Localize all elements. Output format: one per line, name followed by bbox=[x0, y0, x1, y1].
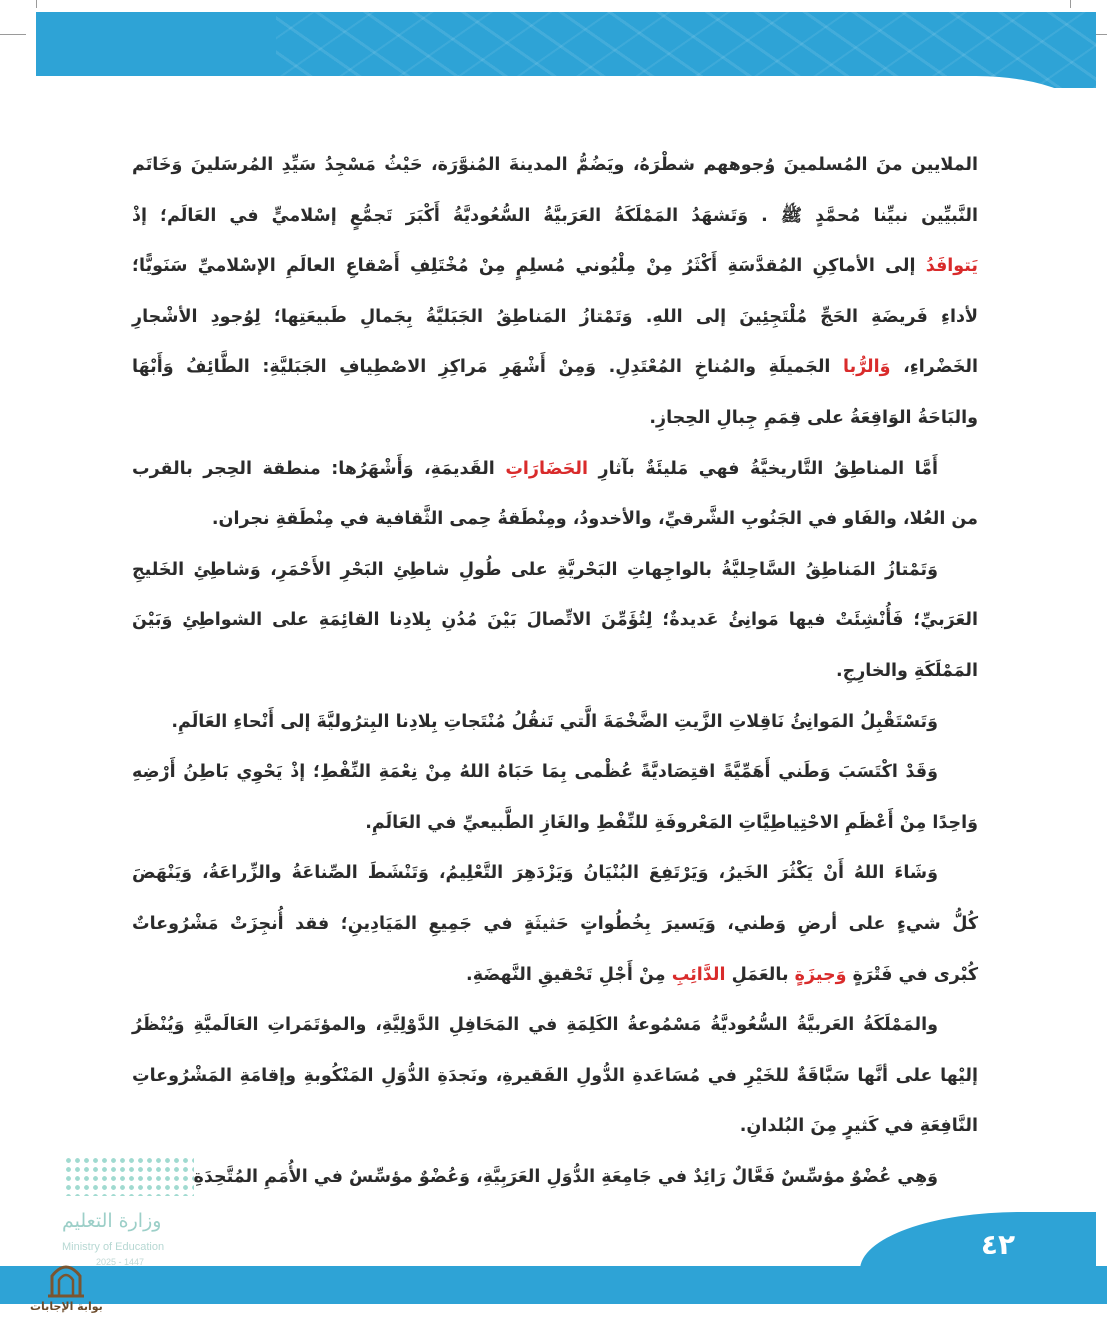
text-line: العَرَبيِّ؛ فَأُنْشِئَتْ فيها مَوانِئُ عَديدةٌ؛ لِتُؤَمِّنَ الاتِّصالَ بَيْنَ مُدُنِ بِلادِنا القائِمَةِ على الشواطِئِ وَبَيْنَ bbox=[132, 610, 978, 631]
text-line: وَقَدْ اكْتَسَبَ وَطَني أَهَمِّيَّةً اقتِصَاديَّةً عُظْمى بِمَا حَبَاهُ اللهُ مِنْ نِعْمَةِ النِّفْطِ؛ إذْ يَحْوِي بَاطِنُ أَرْضِهِ bbox=[132, 762, 938, 783]
highlighted-word: الحَضَارَاتِ bbox=[505, 458, 588, 479]
text-line: وَشَاءَ اللهُ أَنْ يَكْثُرَ الخَيرُ، وَيَرْتَفِعَ البُنْيَانُ وَيَزْدَهِرَ التَّعْلِيمُ، وَتَنْشَطَ الصِّناعَةُ والزِّراعَةُ، وَيَنْهَضَ bbox=[132, 863, 938, 884]
text-line: أَمَّا المناطِقُ التَّاريخيَّةُ فهي مَليئَةٌ بآثارِ الحَضَارَاتِ القَديمَةِ، وَأَشْهَرُها: منطقة الحِجر بالقرب bbox=[132, 458, 938, 479]
highlighted-word: الدَّائِبِ bbox=[671, 964, 726, 985]
text-line: كُبْرى في فَتْرَةٍ وَجيزَةٍ بالعَمَلِ الدَّائِبِ مِنْ أَجْلِ تَحْقيقِ النَّهضَةِ. bbox=[466, 964, 978, 985]
text-line: النَّبيِّين نبيِّنا مُحمَّدٍ ﷺ . وَتَشهَدُ المَمْلَكَةُ العَرَبيَّةُ السُّعُوديَّةُ أَكْبَرَ تَجمُّعٍ إسْلاميٍّ في العَالَم؛ إذْ bbox=[132, 205, 978, 226]
ministry-name-ar: وزارة التعليم bbox=[62, 1210, 162, 1232]
text-line: إليْها على أنَّها سَبَّاقَةٌ للخَيْرِ في مُسَاعَدةِ الدُّولِ الفَقيرةِ، ونَجدَةِ الدُّوَلِ المَنْكُوبةِ وإقامَةِ المَشْرُوعاتِ bbox=[132, 1065, 978, 1086]
footer-band bbox=[0, 1266, 1107, 1304]
ministry-year: 2025 - 1447 bbox=[96, 1257, 145, 1267]
crop-mark bbox=[1070, 0, 1071, 8]
text-line: وَاحِدًا مِنْ أَعْظَمِ الاحْتِياطِيَّاتِ المَعْروفَةِ للنِّفْطِ والغَازِ الطَّبيعيِّ في العَالَمِ. bbox=[365, 812, 978, 833]
text-line: المَمْلَكَةِ والخارِجِ. bbox=[835, 660, 978, 681]
highlighted-word: وَجيزَةٍ bbox=[794, 964, 847, 985]
highlighted-word: وَالرُّبا bbox=[843, 357, 891, 378]
text-line: كُلُّ شيءٍ على أرضِ وَطني، وَيَسيرَ بِخُطُواتٍ حَثيثَةٍ في جَمِيعِ المَيَادِينِ؛ فقد أُنجِزَتْ مَشْرُوعاتٌ bbox=[132, 913, 978, 934]
highlighted-word: يَتوافَدُ bbox=[925, 256, 978, 277]
crop-mark bbox=[0, 34, 26, 35]
text-line: وَتَمْتازُ المَناطِقُ السَّاحِليَّةُ بالواجِهاتِ البَحْريَّةِ على طُولِ شاطِئِ البَحْرِ الأَحْمَرِ، وَشاطِئِ الخَليجِ bbox=[132, 559, 938, 580]
banner-curve bbox=[36, 76, 1096, 136]
portal-logo-icon bbox=[46, 1258, 86, 1298]
ministry-logo-dots bbox=[64, 1156, 194, 1196]
text-line: من العُلا، والفَاو في الجَنُوبِ الشَّرقيِّ، والأخدودُ، ومِنْطَقةُ حِمى الثَّقافية في مِنْطَقةِ نجران. bbox=[211, 509, 978, 530]
text-line: الملايين منَ المُسلمينَ وُجوههم شطْرَهُ، ويَضُمُّ المدينةَ المُنوَّرَة، حَيْثُ مَسْجِدُ سَيِّدِ المُرسَلينَ وَخَاتَم bbox=[132, 155, 978, 175]
text-line: وَتَسْتَقْبِلُ المَوانِئُ نَاقِلاتِ الزَّيتِ الضَّخْمَةَ الَّتي تَنقُلُ مُنْتَجاتِ بِلادِنا البِترُوليَّةَ إلى أَنْحاءِ العَالَمِ. bbox=[171, 711, 938, 732]
text-line: وَهِي عُضْوٌ مؤسِّسٌ فَعَّالٌ رَائِدٌ في جَامِعَةِ الدُّوَلِ العَرَبِيَّةِ، وَعُضْوٌ مؤسِّسٌ في الأُمَمِ المُتَّحِدَةِ bbox=[193, 1166, 938, 1187]
text-line: والبَاحَةُ الوَاقِعَةُ على قِمَمِ جِبالِ الحِجازِ. bbox=[649, 407, 978, 428]
text-line: والمَمْلَكَةُ العَربيَّةُ السُّعُوديَّةُ مَسْمُوعةُ الكَلِمَةِ في المَحَافِلِ الدَّوْلِيَّةِ، والمؤتَمَراتِ العَالَميَّةِ وَيُنْظَرُ bbox=[132, 1015, 938, 1036]
text-line: الخَضْراءِ، وَالرُّبا الجَميلَةِ والمُناخِ المُعْتَدِلِ. وَمِنْ أَشْهَرِ مَراكِزِ الاصْطِيافِ الجَبَليَّةِ: الطَّائِفُ وَأَبْهَا bbox=[132, 357, 978, 378]
text-line: النَّافِعَةِ في كَثيرٍ مِنَ البُلدانِ. bbox=[739, 1116, 978, 1137]
text-line: لأداءِ فَريضَةِ الحَجِّ مُلْتَجِئِينَ إلى اللهِ. وَتَمْتازُ المَناطِقُ الجَبَليَّةُ بِجَمالِ طَبيعَتِها؛ لِوُجودِ الأشْجارِ bbox=[132, 306, 978, 327]
page-body-text bbox=[132, 140, 978, 1202]
ministry-name-en: Ministry of Education bbox=[62, 1241, 165, 1253]
page-number: ٤٢ bbox=[980, 1228, 1016, 1261]
portal-watermark-label: بوابة الإجابات bbox=[30, 1300, 103, 1313]
text-line: يَتوافَدُ إلى الأماكِنِ المُقدَّسَةِ أَكْثَرُ مِنْ مِلْيُوني مُسلِمٍ مِنْ مُخْتَلِفِ أَصْقاعِ العالَمِ الإسْلاميِّ سَنَويًّا؛ bbox=[132, 256, 978, 277]
crop-mark bbox=[36, 0, 37, 8]
